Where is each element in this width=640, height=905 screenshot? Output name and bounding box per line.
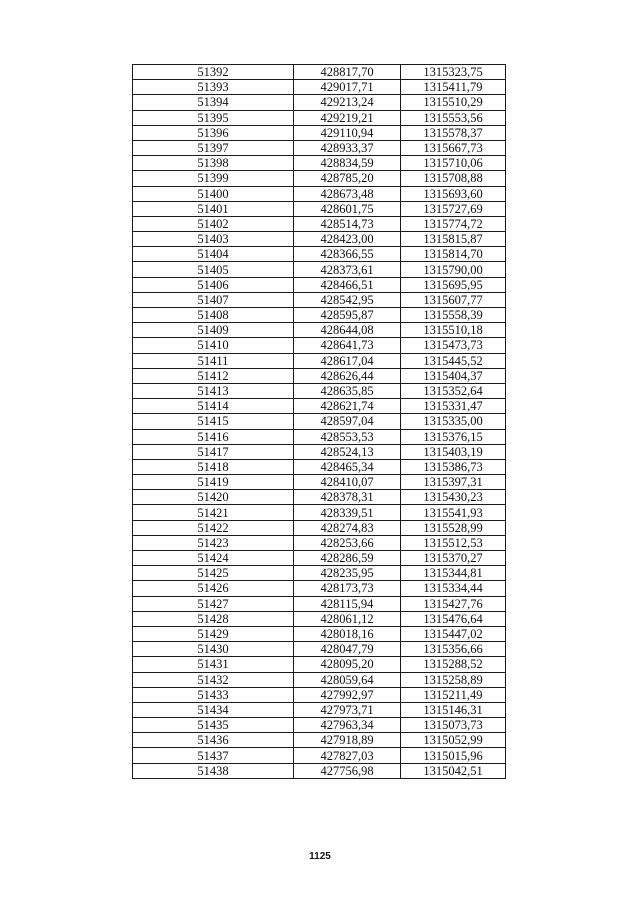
y-coordinate-cell: 1315510,18: [401, 323, 506, 338]
y-coordinate-cell: 1315211,49: [401, 687, 506, 702]
point-number-cell: 51418: [133, 459, 294, 474]
table-row: [133, 216, 506, 231]
point-number-cell: 51406: [133, 277, 294, 292]
x-coordinate-cell: 429110,94: [294, 125, 401, 140]
point-number-cell: 51408: [133, 308, 294, 323]
x-coordinate-cell: 428235,95: [294, 566, 401, 581]
x-coordinate-cell: 429213,24: [294, 95, 401, 110]
table-row: [133, 642, 506, 657]
point-number-cell: 51412: [133, 368, 294, 383]
y-coordinate-cell: 1315430,23: [401, 490, 506, 505]
x-coordinate-cell: 428553,53: [294, 429, 401, 444]
table-row: [133, 581, 506, 596]
page-number: 1125: [309, 851, 331, 862]
y-coordinate-cell: 1315473,73: [401, 338, 506, 353]
x-coordinate-cell: 428115,94: [294, 596, 401, 611]
table-row: [133, 186, 506, 201]
x-coordinate-cell: 427756,98: [294, 763, 401, 778]
y-coordinate-cell: 1315512,53: [401, 535, 506, 550]
point-number-cell: 51420: [133, 490, 294, 505]
x-coordinate-cell: 428286,59: [294, 551, 401, 566]
table-row: [133, 125, 506, 140]
table-row: [133, 338, 506, 353]
coordinates-table: [132, 64, 506, 779]
x-coordinate-cell: 428635,85: [294, 383, 401, 398]
table-row: [133, 763, 506, 778]
x-coordinate-cell: 428095,20: [294, 657, 401, 672]
y-coordinate-cell: 1315695,95: [401, 277, 506, 292]
x-coordinate-cell: 428601,75: [294, 201, 401, 216]
y-coordinate-cell: 1315411,79: [401, 80, 506, 95]
y-coordinate-cell: 1315445,52: [401, 353, 506, 368]
y-coordinate-cell: 1315607,77: [401, 292, 506, 307]
x-coordinate-cell: 427827,03: [294, 748, 401, 763]
y-coordinate-cell: 1315404,37: [401, 368, 506, 383]
point-number-cell: 51392: [133, 65, 294, 80]
point-number-cell: 51399: [133, 171, 294, 186]
x-coordinate-cell: 427992,97: [294, 687, 401, 702]
point-number-cell: 51413: [133, 383, 294, 398]
point-number-cell: 51437: [133, 748, 294, 763]
table-row: [133, 353, 506, 368]
y-coordinate-cell: 1315815,87: [401, 232, 506, 247]
y-coordinate-cell: 1315708,88: [401, 171, 506, 186]
table-row: [133, 475, 506, 490]
point-number-cell: 51424: [133, 551, 294, 566]
y-coordinate-cell: 1315352,64: [401, 383, 506, 398]
x-coordinate-cell: 428047,79: [294, 642, 401, 657]
table-row: [133, 368, 506, 383]
x-coordinate-cell: 427963,34: [294, 718, 401, 733]
x-coordinate-cell: 428410,07: [294, 475, 401, 490]
point-number-cell: 51398: [133, 156, 294, 171]
point-number-cell: 51426: [133, 581, 294, 596]
table-row: [133, 247, 506, 262]
y-coordinate-cell: 1315510,29: [401, 95, 506, 110]
x-coordinate-cell: 428595,87: [294, 308, 401, 323]
y-coordinate-cell: 1315476,64: [401, 611, 506, 626]
y-coordinate-cell: 1315553,56: [401, 110, 506, 125]
x-coordinate-cell: 428173,73: [294, 581, 401, 596]
x-coordinate-cell: 428466,51: [294, 277, 401, 292]
y-coordinate-cell: 1315146,31: [401, 702, 506, 717]
y-coordinate-cell: 1315710,06: [401, 156, 506, 171]
point-number-cell: 51427: [133, 596, 294, 611]
x-coordinate-cell: 428274,83: [294, 520, 401, 535]
x-coordinate-cell: 429017,71: [294, 80, 401, 95]
table-row: [133, 687, 506, 702]
table-row: [133, 551, 506, 566]
x-coordinate-cell: 428514,73: [294, 216, 401, 231]
y-coordinate-cell: 1315528,99: [401, 520, 506, 535]
table-row: [133, 596, 506, 611]
point-number-cell: 51432: [133, 672, 294, 687]
x-coordinate-cell: 428059,64: [294, 672, 401, 687]
y-coordinate-cell: 1315790,00: [401, 262, 506, 277]
x-coordinate-cell: 428834,59: [294, 156, 401, 171]
point-number-cell: 51434: [133, 702, 294, 717]
x-coordinate-cell: 428673,48: [294, 186, 401, 201]
point-number-cell: 51405: [133, 262, 294, 277]
point-number-cell: 51414: [133, 399, 294, 414]
x-coordinate-cell: 429219,21: [294, 110, 401, 125]
x-coordinate-cell: 428373,61: [294, 262, 401, 277]
point-number-cell: 51435: [133, 718, 294, 733]
point-number-cell: 51404: [133, 247, 294, 262]
table-row: [133, 383, 506, 398]
table-row: [133, 429, 506, 444]
table-row: [133, 672, 506, 687]
x-coordinate-cell: 428617,04: [294, 353, 401, 368]
point-number-cell: 51407: [133, 292, 294, 307]
point-number-cell: 51428: [133, 611, 294, 626]
point-number-cell: 51421: [133, 505, 294, 520]
x-coordinate-cell: 428378,31: [294, 490, 401, 505]
table-row: [133, 308, 506, 323]
y-coordinate-cell: 1315331,47: [401, 399, 506, 414]
y-coordinate-cell: 1315356,66: [401, 642, 506, 657]
point-number-cell: 51400: [133, 186, 294, 201]
point-number-cell: 51393: [133, 80, 294, 95]
point-number-cell: 51401: [133, 201, 294, 216]
table-row: [133, 733, 506, 748]
table-row: [133, 535, 506, 550]
y-coordinate-cell: 1315427,76: [401, 596, 506, 611]
x-coordinate-cell: 428423,00: [294, 232, 401, 247]
y-coordinate-cell: 1315578,37: [401, 125, 506, 140]
point-number-cell: 51397: [133, 140, 294, 155]
point-number-cell: 51410: [133, 338, 294, 353]
table-row: [133, 140, 506, 155]
x-coordinate-cell: 428597,04: [294, 414, 401, 429]
x-coordinate-cell: 427973,71: [294, 702, 401, 717]
x-coordinate-cell: 428644,08: [294, 323, 401, 338]
point-number-cell: 51425: [133, 566, 294, 581]
table-row: [133, 156, 506, 171]
y-coordinate-cell: 1315323,75: [401, 65, 506, 80]
x-coordinate-cell: 428253,66: [294, 535, 401, 550]
table-row: [133, 459, 506, 474]
table-row: [133, 414, 506, 429]
x-coordinate-cell: 428524,13: [294, 444, 401, 459]
point-number-cell: 51423: [133, 535, 294, 550]
table-row: [133, 232, 506, 247]
y-coordinate-cell: 1315403,19: [401, 444, 506, 459]
point-number-cell: 51422: [133, 520, 294, 535]
y-coordinate-cell: 1315667,73: [401, 140, 506, 155]
x-coordinate-cell: 428933,37: [294, 140, 401, 155]
table-row: [133, 444, 506, 459]
y-coordinate-cell: 1315370,27: [401, 551, 506, 566]
point-number-cell: 51415: [133, 414, 294, 429]
point-number-cell: 51395: [133, 110, 294, 125]
point-number-cell: 51419: [133, 475, 294, 490]
point-number-cell: 51417: [133, 444, 294, 459]
x-coordinate-cell: 428542,95: [294, 292, 401, 307]
x-coordinate-cell: 428465,34: [294, 459, 401, 474]
table-row: [133, 399, 506, 414]
table-row: [133, 626, 506, 641]
table-row: [133, 520, 506, 535]
table-row: [133, 292, 506, 307]
y-coordinate-cell: 1315558,39: [401, 308, 506, 323]
point-number-cell: 51429: [133, 626, 294, 641]
table-row: [133, 611, 506, 626]
x-coordinate-cell: 428626,44: [294, 368, 401, 383]
table-row: [133, 748, 506, 763]
x-coordinate-cell: 428018,16: [294, 626, 401, 641]
y-coordinate-cell: 1315397,31: [401, 475, 506, 490]
x-coordinate-cell: 428339,51: [294, 505, 401, 520]
x-coordinate-cell: 428817,70: [294, 65, 401, 80]
coordinates-table-body: [133, 65, 506, 779]
y-coordinate-cell: 1315042,51: [401, 763, 506, 778]
y-coordinate-cell: 1315288,52: [401, 657, 506, 672]
y-coordinate-cell: 1315693,60: [401, 186, 506, 201]
x-coordinate-cell: 428785,20: [294, 171, 401, 186]
table-row: [133, 657, 506, 672]
y-coordinate-cell: 1315774,72: [401, 216, 506, 231]
y-coordinate-cell: 1315344,81: [401, 566, 506, 581]
table-row: [133, 718, 506, 733]
point-number-cell: 51431: [133, 657, 294, 672]
x-coordinate-cell: 427918,89: [294, 733, 401, 748]
table-row: [133, 702, 506, 717]
y-coordinate-cell: 1315814,70: [401, 247, 506, 262]
y-coordinate-cell: 1315015,96: [401, 748, 506, 763]
point-number-cell: 51402: [133, 216, 294, 231]
y-coordinate-cell: 1315727,69: [401, 201, 506, 216]
x-coordinate-cell: 428621,74: [294, 399, 401, 414]
y-coordinate-cell: 1315447,02: [401, 626, 506, 641]
point-number-cell: 51436: [133, 733, 294, 748]
point-number-cell: 51416: [133, 429, 294, 444]
y-coordinate-cell: 1315386,73: [401, 459, 506, 474]
table-row: [133, 277, 506, 292]
y-coordinate-cell: 1315258,89: [401, 672, 506, 687]
y-coordinate-cell: 1315376,15: [401, 429, 506, 444]
y-coordinate-cell: 1315052,99: [401, 733, 506, 748]
table-row: [133, 171, 506, 186]
table-row: [133, 490, 506, 505]
point-number-cell: 51438: [133, 763, 294, 778]
table-row: [133, 505, 506, 520]
table-row: [133, 323, 506, 338]
table-row: [133, 95, 506, 110]
table-row: [133, 201, 506, 216]
y-coordinate-cell: 1315541,93: [401, 505, 506, 520]
x-coordinate-cell: 428366,55: [294, 247, 401, 262]
point-number-cell: 51396: [133, 125, 294, 140]
y-coordinate-cell: 1315073,73: [401, 718, 506, 733]
table-row: [133, 566, 506, 581]
y-coordinate-cell: 1315334,44: [401, 581, 506, 596]
point-number-cell: 51411: [133, 353, 294, 368]
point-number-cell: 51409: [133, 323, 294, 338]
table-row: [133, 80, 506, 95]
point-number-cell: 51433: [133, 687, 294, 702]
point-number-cell: 51430: [133, 642, 294, 657]
x-coordinate-cell: 428061,12: [294, 611, 401, 626]
x-coordinate-cell: 428641,73: [294, 338, 401, 353]
table-row: [133, 65, 506, 80]
point-number-cell: 51403: [133, 232, 294, 247]
y-coordinate-cell: 1315335,00: [401, 414, 506, 429]
table-row: [133, 262, 506, 277]
table-row: [133, 110, 506, 125]
point-number-cell: 51394: [133, 95, 294, 110]
